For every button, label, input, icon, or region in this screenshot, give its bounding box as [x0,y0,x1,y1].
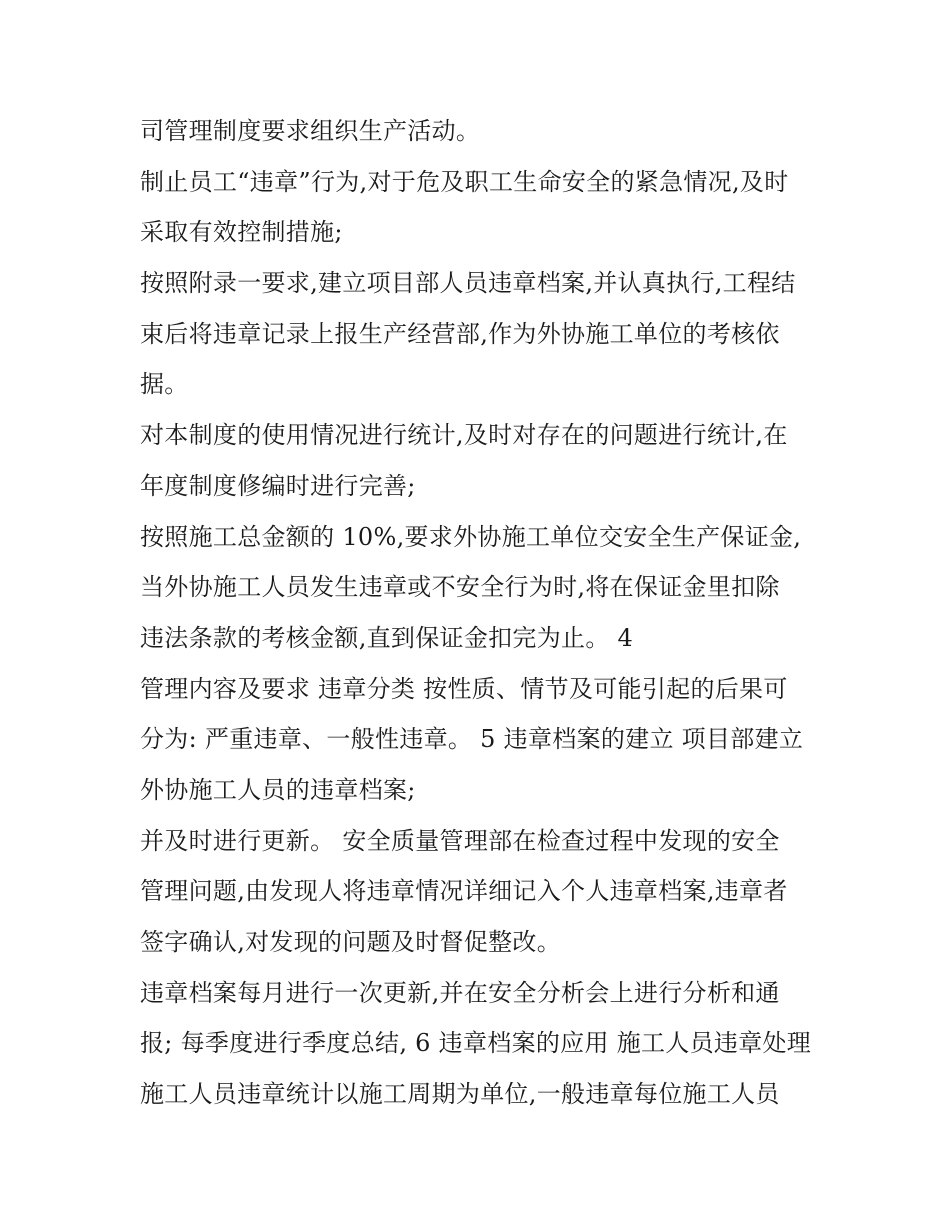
text-line: 外协施工人员的违章档案; [140,775,416,804]
text-line: 年度制度修编时进行完善; [140,471,416,500]
text-line: 签字确认,对发现的问题及时督促整改。 [140,928,562,956]
text-line: 管理内容及要求 违章分类 按性质、情节及可能引起的后果可 [140,674,788,703]
text-line: 据。 [140,370,189,399]
text-line: 违章档案每月进行一次更新,并在安全分析会上进行分析和通 [140,978,780,1007]
text-line: 按照施工总金额的 10%,要求外协施工单位交安全生产保证金, [140,522,802,551]
text-line: 违法条款的考核金额,直到保证金扣完为止。 4 [140,623,634,652]
text-line: 按照附录一要求,建立项目部人员违章档案,并认真执行,工程结 [140,269,796,298]
text-line: 司管理制度要求组织生产活动。 [140,117,481,145]
text-line: 分为: 严重违章、一般性违章。 5 违章档案的建立 项目部建立 [140,725,804,754]
document-body [140,106,820,1120]
text-line: 施工人员违章统计以施工周期为单位,一般违章每位施工人员 [140,1080,780,1109]
text-line: 并及时进行更新。 安全质量管理部在检查过程中发现的安全 [140,826,780,855]
text-line: 束后将违章记录上报生产经营部,作为外协施工单位的考核依 [140,319,780,348]
text-line: 制止员工“违章”行为,对于危及职工生命安全的紧急情况,及时 [140,167,789,196]
text-line: 采取有效控制措施; [140,218,343,247]
text-line: 管理问题,由发现人将违章情况详细记入个人违章档案,违章者 [140,877,788,906]
text-line: 对本制度的使用情况进行统计,及时对存在的问题进行统计,在 [140,421,788,450]
text-line: 当外协施工人员发生违章或不安全行为时,将在保证金里扣除 [140,573,780,602]
text-line: 报; 每季度进行季度总结, 6 违章档案的应用 施工人员违章处理 [140,1029,812,1058]
